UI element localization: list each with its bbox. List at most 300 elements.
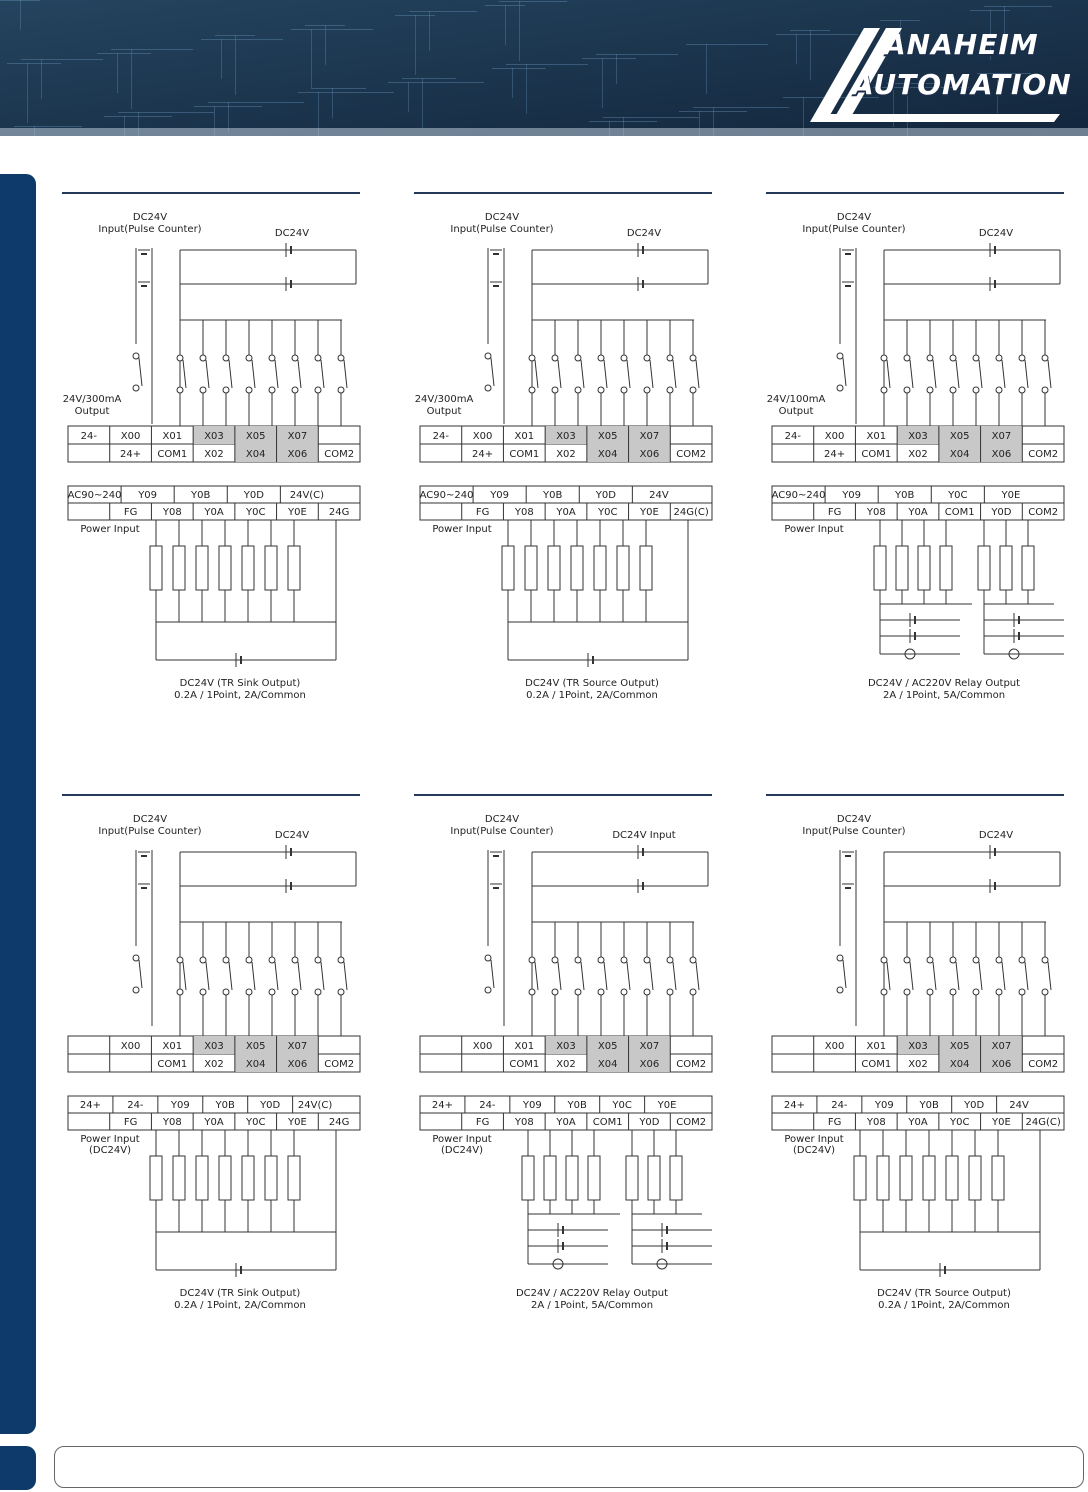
circuit-trace (41, 59, 42, 99)
diagram-caption: DC24V (TR Source Output) (877, 1288, 1011, 1299)
switch-contact-bottom (927, 387, 933, 393)
switch-contact-top (315, 957, 321, 963)
switch-symbol (904, 355, 913, 393)
load-resistor (670, 1156, 682, 1200)
load-resistor (940, 546, 952, 590)
switch-symbol (529, 957, 538, 995)
load-resistor (992, 1156, 1004, 1200)
switch-contact-bottom (1042, 989, 1048, 995)
input-terminal-label: COM1 (157, 1059, 188, 1070)
switch-contact-bottom (133, 385, 139, 391)
input-terminal-label: COM1 (157, 449, 188, 460)
output-terminal-label: Y08 (866, 507, 886, 518)
battery-symbol (490, 250, 502, 254)
switch-symbol (996, 355, 1005, 393)
switch-lever (491, 960, 494, 988)
switch-contact-top (598, 355, 604, 361)
load-resistor (571, 546, 583, 590)
switch-contact-bottom (529, 387, 535, 393)
switch-contact-bottom (1019, 387, 1025, 393)
switch-contact-top (338, 957, 344, 963)
switch-contact-top (644, 957, 650, 963)
switch-symbol (621, 355, 630, 393)
switch-contact-top (133, 955, 139, 961)
switch-contact-top (485, 955, 491, 961)
load-resistor (648, 1156, 660, 1200)
switch-lever (139, 960, 142, 988)
switch-symbol (485, 955, 494, 993)
switch-symbol (1042, 355, 1051, 393)
battery-symbol (490, 884, 502, 888)
input-terminal-label: X02 (908, 1059, 928, 1070)
switch-lever (650, 962, 653, 990)
battery-symbol (842, 852, 854, 856)
switch-contact-top (837, 955, 843, 961)
input-terminal-label: 24- (784, 431, 802, 442)
switch-contact-top (927, 355, 933, 361)
load-resistor (150, 1156, 162, 1200)
input-terminal-label: X05 (245, 431, 266, 442)
switch-lever (558, 962, 561, 990)
power-input-label: Power Input (784, 524, 844, 535)
switch-contact-top (973, 957, 979, 963)
switch-symbol (133, 955, 142, 993)
load-resistor (626, 1156, 638, 1200)
output-terminal-label: FG (475, 507, 490, 518)
output-terminal-label: Y0D (595, 490, 616, 501)
input-terminal-label: X04 (597, 449, 618, 460)
circuit-trace (706, 44, 707, 94)
switch-lever (604, 360, 607, 388)
input-terminal-label: COM2 (1028, 1059, 1059, 1070)
switch-contact-bottom (950, 387, 956, 393)
input-terminal-label: X06 (639, 449, 660, 460)
switch-lever (843, 358, 846, 386)
output-terminal-label: Y0A (204, 1117, 224, 1128)
diagram-caption: DC24V / AC220V Relay Output (867, 678, 1021, 689)
switch-lever (956, 962, 959, 990)
switch-contact-bottom (223, 387, 229, 393)
output-terminal-label: 24V(C) (297, 1100, 333, 1111)
input-terminal-label: X00 (120, 431, 141, 442)
output-terminal-label: Y0E (288, 507, 307, 518)
switch-symbol (1019, 957, 1028, 995)
power-input-label: Power Input (784, 1134, 844, 1145)
load-resistor (877, 1156, 889, 1200)
switch-contact-bottom (1019, 989, 1025, 995)
switch-lever (252, 962, 255, 990)
switch-lever (229, 962, 232, 990)
load-resistor (566, 1156, 578, 1200)
switch-contact-bottom (552, 989, 558, 995)
switch-contact-bottom (575, 989, 581, 995)
input-terminal-label: X01 (162, 431, 183, 442)
input-terminal-label: X06 (287, 449, 308, 460)
load-resistor (265, 546, 277, 590)
switch-symbol (598, 957, 607, 995)
input-terminal-label: X02 (204, 1059, 224, 1070)
circuit-trace (506, 64, 588, 65)
switch-lever (491, 358, 494, 386)
load-resistor (502, 546, 514, 590)
load-resistor (854, 1156, 866, 1200)
diagram-caption: DC24V (TR Sink Output) (179, 678, 301, 689)
load-resistor (173, 1156, 185, 1200)
wiring-diagram-relay (760, 188, 1088, 748)
input-terminal-label: X00 (824, 1041, 845, 1052)
diagram-caption: DC24V / AC220V Relay Output (515, 1288, 669, 1299)
output-terminal-label: Y0B (919, 1100, 939, 1111)
load-resistor (242, 546, 254, 590)
battery-symbol (842, 282, 854, 286)
switch-contact-bottom (996, 989, 1002, 995)
circuit-trace (228, 102, 229, 132)
switch-contact-bottom (837, 987, 843, 993)
switch-lever (1048, 962, 1051, 990)
load-resistor (640, 546, 652, 590)
circuit-trace (409, 11, 477, 12)
switch-symbol (246, 355, 255, 393)
output-terminal-label: 24G (328, 507, 350, 518)
output-terminal-label: Y0A (556, 507, 576, 518)
output-terminal-label: Y0D (964, 1100, 985, 1111)
load-resistor (548, 546, 560, 590)
output-terminal-label: Y09 (490, 490, 510, 501)
load-resistor (588, 1156, 600, 1200)
circuit-trace (492, 68, 546, 69)
output-terminal-label: Y0C (245, 1117, 266, 1128)
switch-contact-bottom (246, 387, 252, 393)
switch-contact-bottom (269, 387, 275, 393)
output-terminal-label: Y08 (162, 507, 182, 518)
switch-symbol (881, 957, 890, 995)
switch-contact-top (246, 355, 252, 361)
switch-symbol (837, 955, 846, 993)
input-terminal-label: X04 (597, 1059, 618, 1070)
switch-contact-bottom (315, 989, 321, 995)
switch-lever (229, 360, 232, 388)
switch-symbol (644, 957, 653, 995)
input-terminal-label: X04 (245, 1059, 266, 1070)
battery-symbol (490, 852, 502, 856)
switch-symbol (223, 355, 232, 393)
output-terminal-label: Y0B (567, 1100, 587, 1111)
circuit-trace (519, 1, 520, 61)
switch-symbol (292, 957, 301, 995)
switch-lever (910, 360, 913, 388)
input-label-text: Input(Pulse Counter) (98, 224, 202, 235)
input-terminal-label: X02 (556, 1059, 576, 1070)
switch-symbol (223, 957, 232, 995)
switch-lever (275, 962, 278, 990)
switch-symbol (837, 353, 846, 391)
switch-contact-top (177, 957, 183, 963)
output-terminal-label: 24G(C) (1025, 1117, 1061, 1128)
input-label-text: DC24V (836, 212, 872, 223)
circuit-trace (235, 35, 236, 95)
switch-contact-top (223, 355, 229, 361)
load-resistor (196, 546, 208, 590)
power-input-label: (DC24V) (792, 1145, 836, 1156)
circuit-trace (14, 126, 82, 127)
input-label-text: Input(Pulse Counter) (802, 224, 906, 235)
input-terminal-label: X03 (908, 1041, 928, 1052)
switch-lever (298, 962, 301, 990)
switch-contact-top (996, 957, 1002, 963)
circuit-trace (603, 117, 699, 118)
output-terminal-label: Y09 (138, 490, 158, 501)
switch-contact-bottom (881, 989, 887, 995)
switch-lever (275, 360, 278, 388)
output-terminal-label: Y0D (260, 1100, 281, 1111)
circuit-trace (221, 39, 222, 79)
input-label-text: DC24V (132, 212, 168, 223)
input-terminal-label: X04 (949, 1059, 970, 1070)
switch-contact-bottom (621, 989, 627, 995)
input-terminal-label: X07 (287, 431, 308, 442)
switch-symbol (598, 355, 607, 393)
switch-contact-bottom (315, 387, 321, 393)
input-terminal-label: X06 (639, 1059, 660, 1070)
switch-lever (344, 962, 347, 990)
circuit-trace (131, 49, 132, 109)
load-resistor (288, 1156, 300, 1200)
input-terminal-label: X01 (514, 1041, 535, 1052)
diagram-caption: 0.2A / 1Point, 2A/Common (526, 690, 658, 701)
output-terminal-label: Y0B (895, 490, 915, 501)
switch-contact-bottom (904, 387, 910, 393)
input-terminal-label: COM1 (861, 1059, 892, 1070)
switch-contact-bottom (621, 387, 627, 393)
switch-contact-top (246, 957, 252, 963)
switch-contact-bottom (223, 989, 229, 995)
wiring-diagram-svg (760, 790, 1088, 1350)
switch-contact-bottom (177, 387, 183, 393)
circuit-trace (291, 29, 373, 30)
output-terminal-label: 24- (831, 1100, 848, 1111)
output-terminal-label: COM2 (676, 1117, 707, 1128)
switch-contact-bottom (996, 387, 1002, 393)
switch-symbol (133, 353, 142, 391)
diagram-caption: DC24V (TR Source Output) (525, 678, 659, 689)
switch-lever (1025, 962, 1028, 990)
output-terminal-label: Y0C (949, 1117, 970, 1128)
switch-lever (206, 360, 209, 388)
load-resistor (173, 546, 185, 590)
input-terminal-label: X01 (514, 431, 535, 442)
output-terminal-label: 24+ (431, 1100, 454, 1111)
input-terminal-label: X07 (639, 1041, 660, 1052)
output-label-text: 24V/300mA (414, 394, 474, 405)
wiring-diagram-svg (408, 790, 738, 1350)
input-label-text: Input(Pulse Counter) (802, 826, 906, 837)
diagram-caption: 0.2A / 1Point, 2A/Common (174, 690, 306, 701)
circuit-trace (332, 88, 333, 118)
input-terminal-label: X01 (162, 1041, 183, 1052)
circuit-trace (422, 78, 423, 128)
switch-contact-top (292, 355, 298, 361)
circuit-trace (402, 78, 456, 79)
circuit-trace (298, 92, 394, 93)
wiring-diagram-dc-tr-sink (56, 790, 386, 1350)
switch-lever (887, 962, 890, 990)
switch-contact-top (200, 957, 206, 963)
load-resistor (946, 1156, 958, 1200)
switch-lever (581, 360, 584, 388)
switch-contact-bottom (133, 987, 139, 993)
load-resistor (918, 546, 930, 590)
footer-box (54, 1446, 1084, 1488)
output-terminal-label: Y09 (170, 1100, 190, 1111)
input-terminal-label: X04 (245, 449, 266, 460)
output-terminal-label: 24+ (79, 1100, 102, 1111)
circuit-trace (117, 53, 118, 93)
switch-lever (933, 962, 936, 990)
output-terminal-label: Y09 (842, 490, 862, 501)
switch-contact-top (575, 355, 581, 361)
dc-source-label: DC24V (274, 228, 310, 239)
switch-contact-bottom (837, 385, 843, 391)
power-input-label: (DC24V) (88, 1145, 132, 1156)
switch-contact-bottom (881, 387, 887, 393)
switch-contact-bottom (973, 989, 979, 995)
input-terminal-label: COM1 (861, 449, 892, 460)
switch-contact-top (904, 355, 910, 361)
switch-contact-top (950, 355, 956, 361)
dc-source-label: DC24V (978, 228, 1014, 239)
switch-contact-bottom (552, 387, 558, 393)
switch-contact-bottom (292, 387, 298, 393)
switch-lever (887, 360, 890, 388)
switch-contact-top (904, 957, 910, 963)
switch-contact-bottom (292, 989, 298, 995)
switch-contact-top (200, 355, 206, 361)
switch-symbol (690, 355, 699, 393)
switch-contact-bottom (644, 989, 650, 995)
switch-lever (535, 360, 538, 388)
circuit-trace (512, 68, 513, 98)
circuit-trace (325, 25, 326, 65)
load-resistor (544, 1156, 556, 1200)
switch-symbol (973, 957, 982, 995)
switch-contact-bottom (1042, 387, 1048, 393)
power-input-label: Power Input (432, 524, 492, 535)
switch-lever (321, 360, 324, 388)
switch-contact-top (529, 355, 535, 361)
output-terminal-label: Y08 (162, 1117, 182, 1128)
circuit-trace (596, 54, 678, 55)
dc-source-label: DC24V Input (612, 830, 676, 841)
input-terminal-label: X00 (824, 431, 845, 442)
switch-lever (183, 360, 186, 388)
switch-contact-bottom (644, 387, 650, 393)
battery-symbol (138, 852, 150, 856)
input-terminal-label: X01 (866, 431, 887, 442)
switch-symbol (667, 355, 676, 393)
load-resistor (594, 546, 606, 590)
switch-lever (673, 360, 676, 388)
switch-symbol (996, 957, 1005, 995)
load-resistor (900, 1156, 912, 1200)
switch-contact-top (552, 355, 558, 361)
brand-logo (780, 10, 1070, 128)
circuit-trace (582, 58, 636, 59)
wiring-diagram-svg (56, 790, 386, 1350)
circuit-trace (984, 6, 1052, 7)
output-terminal-label: Y0E (640, 507, 659, 518)
output-terminal-label: AC90~240 (771, 490, 826, 501)
input-terminal-label: X00 (120, 1041, 141, 1052)
wiring-diagram-dc-tr-source (760, 790, 1088, 1350)
output-terminal-label: Y0C (948, 490, 968, 501)
switch-symbol (338, 957, 347, 995)
switch-lever (183, 962, 186, 990)
circuit-trace (408, 82, 409, 112)
circuit-trace (602, 58, 603, 108)
output-terminal-label: 24G (328, 1117, 350, 1128)
input-terminal-label: X06 (991, 449, 1012, 460)
output-terminal-label: 24G(C) (673, 507, 709, 518)
input-terminal-label: 24+ (824, 449, 846, 460)
switch-contact-bottom (904, 989, 910, 995)
circuit-trace (693, 107, 789, 108)
switch-contact-bottom (338, 989, 344, 995)
load-resistor (265, 1156, 277, 1200)
header-banner (0, 0, 1088, 136)
switch-symbol (973, 355, 982, 393)
wiring-diagram-dc-relay (408, 790, 738, 1350)
output-terminal-label: Y0A (204, 507, 224, 518)
switch-symbol (927, 957, 936, 995)
power-input-label: (DC24V) (440, 1145, 484, 1156)
switch-contact-top (837, 353, 843, 359)
switch-lever (696, 360, 699, 388)
circuit-trace (118, 112, 214, 113)
input-terminal-label: X05 (949, 1041, 970, 1052)
switch-contact-top (667, 355, 673, 361)
load-resistor (196, 1156, 208, 1200)
load-resistor (923, 1156, 935, 1200)
switch-lever (535, 962, 538, 990)
switch-symbol (246, 957, 255, 995)
load-resistor (219, 546, 231, 590)
switch-contact-bottom (690, 989, 696, 995)
switch-symbol (667, 957, 676, 995)
switch-contact-top (269, 957, 275, 963)
load-resistor (978, 546, 990, 590)
input-terminal-label: COM1 (509, 1059, 540, 1070)
output-terminal-label: Y09 (522, 1100, 542, 1111)
switch-contact-bottom (667, 989, 673, 995)
input-label-text: DC24V (484, 814, 520, 825)
output-terminal-label: Y09 (874, 1100, 894, 1111)
switch-lever (321, 962, 324, 990)
switch-contact-bottom (485, 385, 491, 391)
switch-contact-bottom (200, 387, 206, 393)
input-terminal-label: X02 (908, 449, 928, 460)
switch-lever (298, 360, 301, 388)
switch-contact-bottom (598, 387, 604, 393)
switch-symbol (552, 355, 561, 393)
switch-symbol (552, 957, 561, 995)
load-resistor (150, 546, 162, 590)
switch-symbol (485, 353, 494, 391)
circuit-trace (201, 39, 283, 40)
input-terminal-label: X07 (287, 1041, 308, 1052)
switch-lever (956, 360, 959, 388)
output-terminal-label: FG (123, 507, 138, 518)
input-terminal-label: X06 (287, 1059, 308, 1070)
